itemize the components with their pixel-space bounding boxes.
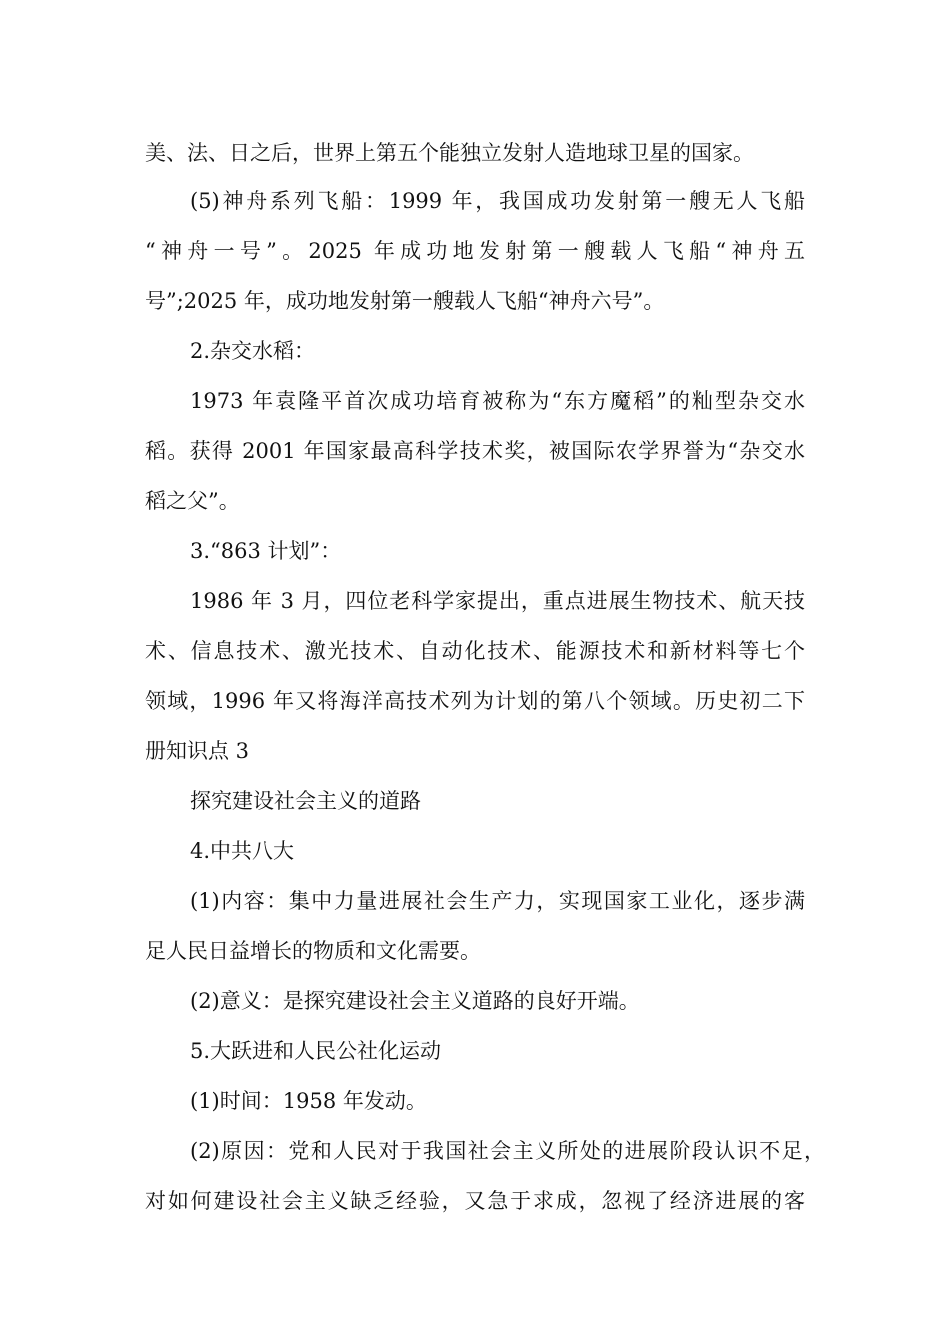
text-line-15: 4.中共八大	[190, 839, 295, 863]
text-line-22: 对如何建设社会主义缺乏经验，又急于求成，忽视了经济进展的客	[145, 1189, 805, 1213]
text-line-1: 美、法、日之后，世界上第五个能独立发射人造地球卫星的国家。	[145, 141, 754, 165]
text-line-18: (2)意义：是探究建设社会主义道路的良好开端。	[190, 989, 640, 1013]
text-line-12: 领域，1996 年又将海洋高技术列为计划的第八个领域。历史初二下	[145, 689, 805, 713]
text-line-10: 1986 年 3 月，四位老科学家提出，重点进展生物技术、航天技	[190, 589, 805, 613]
text-line-19: 5.大跃进和人民公社化运动	[190, 1039, 442, 1063]
text-line-17: 足人民日益增长的物质和文化需要。	[145, 939, 481, 963]
text-line-5: 2.杂交水稻：	[190, 339, 316, 363]
text-line-9: 3.“863 计划”：	[190, 539, 342, 563]
text-line-21: (2)原因：党和人民对于我国社会主义所处的进展阶段认识不足，	[190, 1139, 825, 1163]
text-line-8: 稻之父”。	[145, 489, 240, 513]
text-line-2: (5)神舟系列飞船：1999 年，我国成功发射第一艘无人飞船	[190, 189, 805, 213]
text-line-13: 册知识点 3	[145, 739, 250, 763]
text-line-6: 1973 年袁隆平首次成功培育被称为“东方魔稻”的籼型杂交水	[190, 389, 805, 413]
text-line-4: 号”;2025 年，成功地发射第一艘载人飞船“神舟六号”。	[145, 289, 665, 313]
text-line-3: “神舟一号”。2025 年成功地发射第一艘载人飞船“神舟五	[145, 239, 805, 263]
text-line-7: 稻。获得 2001 年国家最高科学技术奖，被国际农学界誉为“杂交水	[145, 439, 805, 463]
text-line-20: (1)时间：1958 年发动。	[190, 1089, 427, 1113]
text-line-11: 术、信息技术、激光技术、自动化技术、能源技术和新材料等七个	[145, 639, 805, 663]
section-heading: 探究建设社会主义的道路	[190, 789, 421, 813]
text-line-16: (1)内容：集中力量进展社会生产力，实现国家工业化，逐步满	[190, 889, 805, 913]
